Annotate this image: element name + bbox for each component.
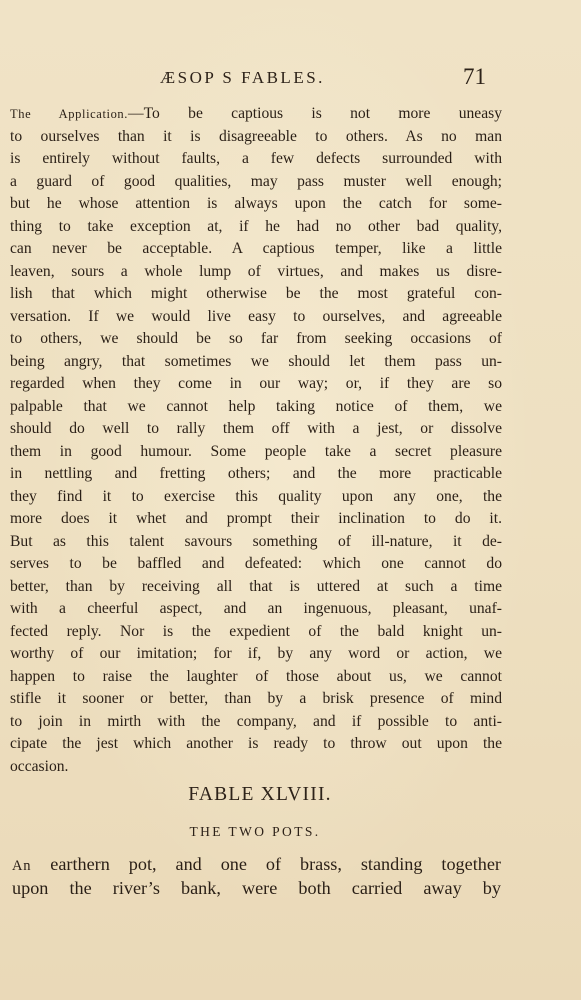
application-last-line: occasion.: [10, 757, 69, 775]
application-line: fected reply. Nor is the expedient of the bald knight un-: [10, 622, 502, 640]
application-line: thing to take exception at, if he had no other bad quality,: [10, 217, 502, 235]
application-line: they find it to exercise this quality upon any one, the: [10, 487, 502, 505]
fable-paragraph: [12, 852, 501, 900]
fable-title: THE TWO POTS.: [189, 824, 321, 839]
application-line: in nettling and fretting others; and the more practicable: [10, 465, 502, 482]
application-lead: The Application.: [10, 107, 129, 121]
fable-first-line: earthern pot, and one of brass, standing together: [31, 854, 501, 874]
application-line: But as this talent savours something of ill-nature, it de-: [10, 532, 502, 550]
application-line: cipate the jest which another is ready to throw out upon the: [10, 735, 502, 752]
application-line: is entirely without faults, a few defects surrounded with: [10, 150, 502, 167]
application-line: to join in mirth with the company, and if possible to anti-: [10, 712, 502, 730]
application-line: lish that which might otherwise be the most grateful con-: [10, 285, 502, 302]
application-line: stifle it sooner or better, than by a brisk presence of mind: [10, 690, 502, 707]
fable-line: upon the river’s bank, were both carried away by: [12, 878, 501, 898]
running-head: [0, 64, 581, 92]
application-line: to others, we should be so far from seeking occasions of: [10, 330, 502, 347]
application-line: worthy of our imitation; for if, by any word or action, we: [10, 645, 502, 662]
application-first-line: —To be captious is not more uneasy: [128, 105, 502, 122]
application-line: better, than by receiving all that is uttered at such a time: [10, 577, 502, 595]
application-line: leaven, sours a whole lump of virtues, and makes us disre-: [10, 262, 502, 280]
fable-lead: An: [12, 858, 32, 874]
application-line: should do well to rally them off with a jest, or dissolve: [10, 420, 502, 437]
application-line: serves to be baffled and defeated: which one cannot do: [10, 555, 502, 572]
application-line: being angry, that sometimes we should let them pass un-: [10, 352, 502, 370]
application-line: regarded when they come in our way; or, if they are so: [10, 375, 502, 392]
application-line: [10, 103, 502, 126]
fable-line: [12, 852, 501, 876]
application-paragraph: [10, 103, 502, 778]
application-line: happen to raise the laughter of those about us, we cannot: [10, 667, 502, 685]
application-line: but he whose attention is always upon the catch for some-: [10, 195, 502, 212]
application-line: with a cheerful aspect, and an ingenuous, pleasant, unaf-: [10, 600, 502, 617]
running-title: ÆSOP S FABLES.: [160, 68, 325, 87]
application-line: palpable that we cannot help taking notice of them, we: [10, 397, 502, 415]
application-line: to ourselves than it is disagreeable to others. As no man: [10, 127, 502, 145]
application-line: can never be acceptable. A captious temper, like a little: [10, 240, 502, 257]
page-number: 71: [463, 64, 486, 89]
application-line: a guard of good qualities, may pass muster well enough;: [10, 172, 502, 190]
application-line: them in good humour. Some people take a secret pleasure: [10, 442, 502, 460]
application-line: more does it whet and prompt their inclination to do it.: [10, 510, 502, 527]
application-line: versation. If we would live easy to ourselves, and agreeable: [10, 307, 502, 325]
fable-heading: FABLE XLVIII.: [188, 784, 332, 805]
